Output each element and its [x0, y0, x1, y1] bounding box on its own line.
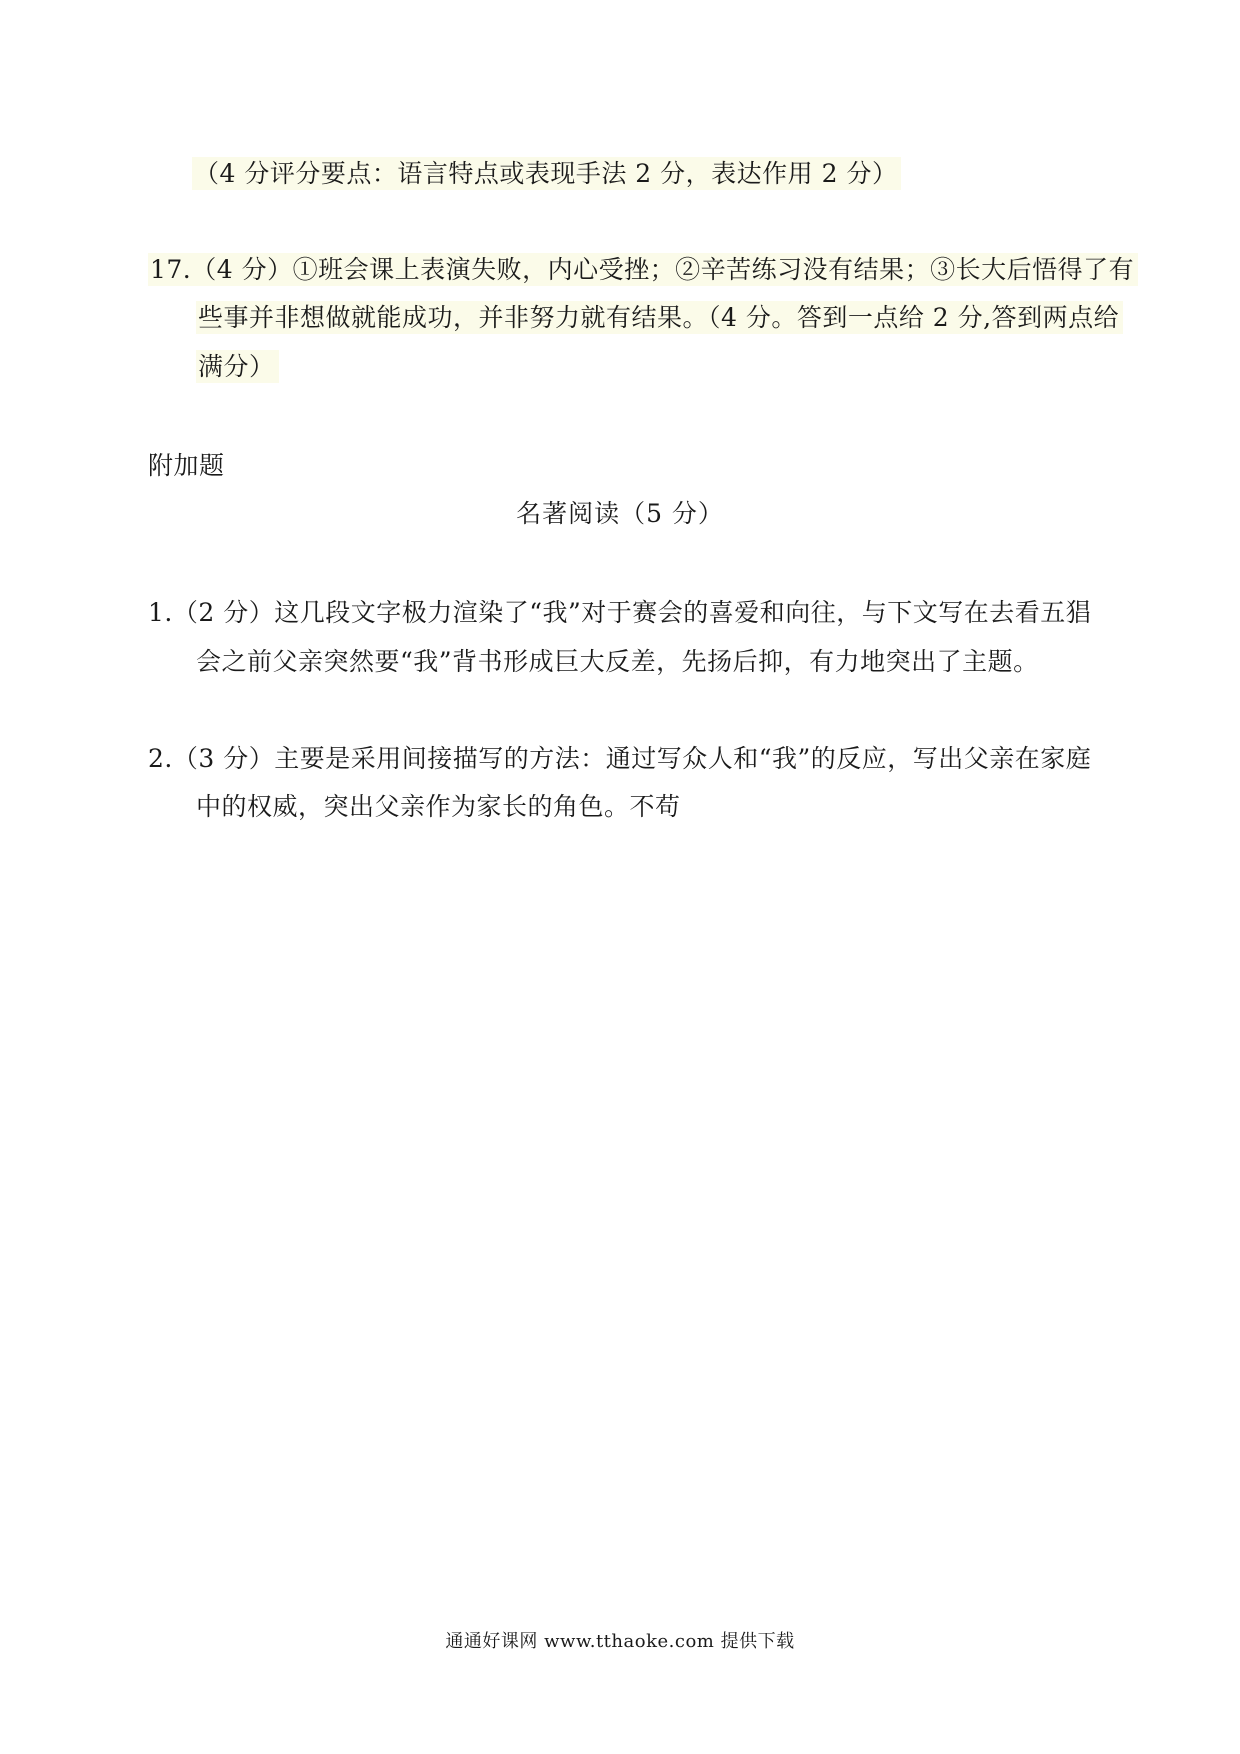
answer-2-line-1: 2.（3 分）主要是采用间接描写的方法：通过写众人和“我”的反应，写出父亲在家庭	[148, 744, 1092, 773]
scoring-note: （4 分评分要点：语言特点或表现手法 2 分，表达作用 2 分）	[192, 157, 901, 191]
bonus-heading: 附加题	[148, 451, 225, 480]
answer-1-line-1: 1.（2 分）这几段文字极力渲染了“我”对于赛会的喜爱和向往，与下文写在去看五猖	[148, 598, 1092, 627]
footer-source: 通通好课网 www.tthaoke.com 提供下载	[445, 1631, 795, 1652]
answer-17-line-1: 17.（4 分）①班会课上表演失败，内心受挫；②辛苦练习没有结果；③长大后悟得了有	[148, 253, 1138, 287]
answer-2-line-2: 中的权威，突出父亲作为家长的角色。不苟	[196, 792, 681, 821]
section-title: 名著阅读（5 分）	[516, 499, 724, 528]
answer-17-line-2: 些事并非想做就能成功，并非努力就有结果。（4 分。答到一点给 2 分,答到两点给	[196, 301, 1123, 335]
answer-17-line-3: 满分）	[196, 350, 279, 384]
answer-1-line-2: 会之前父亲突然要“我”背书形成巨大反差，先扬后抑，有力地突出了主题。	[196, 647, 1039, 676]
